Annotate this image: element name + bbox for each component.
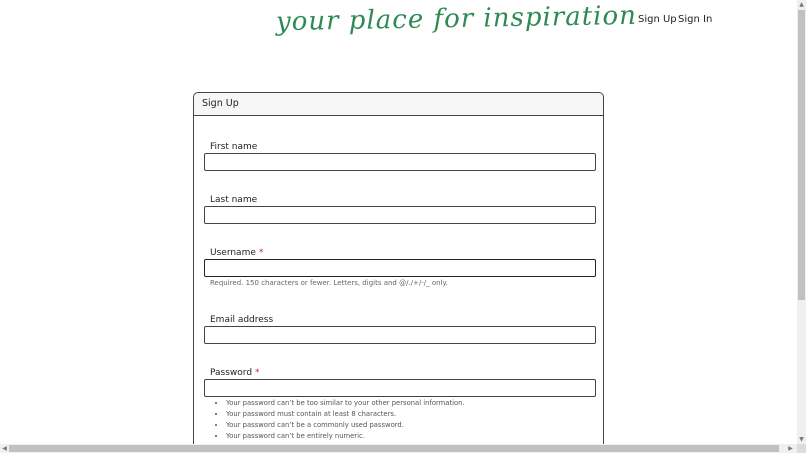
vertical-scrollbar[interactable] bbox=[797, 0, 806, 444]
horizontal-scroll-thumb[interactable] bbox=[9, 445, 779, 452]
card-title: Sign Up bbox=[194, 93, 603, 116]
last-name-input[interactable] bbox=[204, 206, 596, 224]
password-label: Password * bbox=[210, 368, 260, 378]
required-marker: * bbox=[258, 248, 264, 258]
password-rules-list bbox=[212, 398, 465, 442]
last-name-label: Last name bbox=[210, 195, 258, 205]
username-label: Username * bbox=[210, 248, 264, 258]
password-rule: • Your password must contain at least 8 characters. bbox=[226, 409, 465, 420]
site-logo[interactable]: your place for inspiration bbox=[275, 0, 638, 38]
vertical-scroll-thumb[interactable] bbox=[798, 10, 805, 300]
username-input[interactable] bbox=[204, 259, 596, 277]
first-name-label: First name bbox=[210, 142, 258, 152]
scroll-down-arrow-icon[interactable]: ▼ bbox=[799, 436, 804, 443]
scrollbar-corner bbox=[797, 444, 806, 453]
password-input[interactable] bbox=[204, 379, 596, 397]
password-rule: • Your password can’t be entirely numeric. bbox=[226, 431, 465, 442]
scroll-up-arrow-icon[interactable]: ▲ bbox=[799, 1, 804, 8]
horizontal-scrollbar[interactable] bbox=[0, 444, 797, 453]
username-help-text: Required. 150 characters or fewer. Letters, digits and @/./+/-/_ only. bbox=[210, 279, 448, 287]
password-rule: • Your password can’t be a commonly used password. bbox=[226, 420, 465, 431]
required-marker: * bbox=[255, 368, 260, 378]
nav-sign-up-link[interactable]: Sign Up bbox=[638, 14, 677, 25]
email-label: Email address bbox=[210, 315, 274, 325]
signup-card bbox=[193, 92, 604, 444]
nav-sign-in-link[interactable]: Sign In bbox=[678, 14, 713, 25]
scroll-left-arrow-icon[interactable]: ◀ bbox=[2, 445, 7, 452]
password-rule: • Your password can’t be too similar to your other personal information. bbox=[226, 398, 465, 409]
first-name-input[interactable] bbox=[204, 153, 596, 171]
scroll-right-arrow-icon[interactable]: ▶ bbox=[788, 445, 793, 452]
email-input[interactable] bbox=[204, 326, 596, 344]
